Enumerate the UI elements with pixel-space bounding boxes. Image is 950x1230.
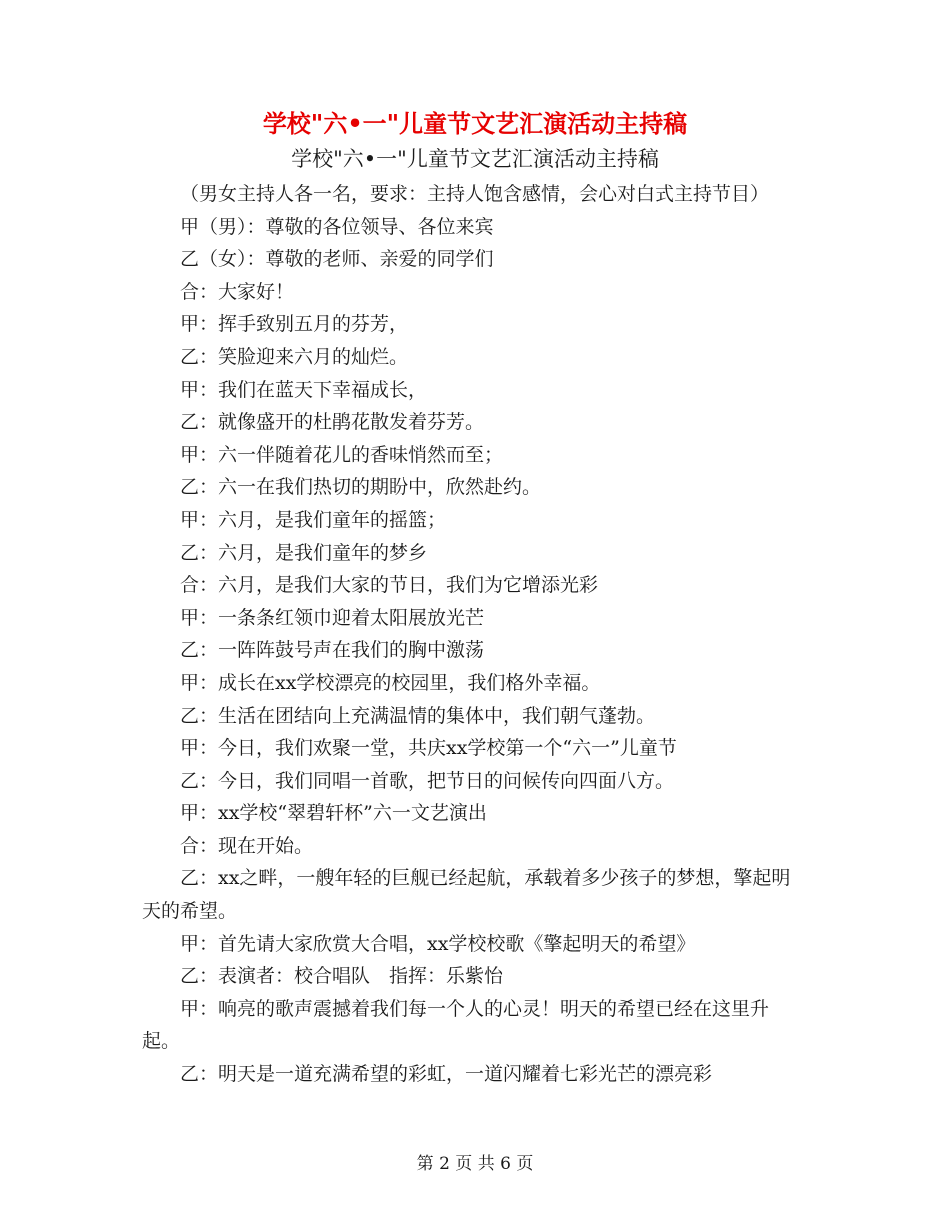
paragraph: 甲（男）：尊敬的各位领导、各位来宾 xyxy=(180,215,494,238)
paragraph: 合：大家好！ xyxy=(180,280,295,303)
paragraph: 合：现在开始。 xyxy=(180,834,314,857)
paragraph: 甲：成长在xx学校漂亮的校园里，我们格外幸福。 xyxy=(180,671,601,694)
document-subtitle: 学校"六•一"儿童节文艺汇演活动主持稿 xyxy=(291,147,659,171)
paragraph: 甲：六月，是我们童年的摇篮； xyxy=(180,508,447,531)
paragraph: 甲：一条条红领巾迎着太阳展放光芒 xyxy=(180,606,485,629)
page-number-footer: 第 2 页 共 6 页 xyxy=(416,1154,534,1174)
paragraph: 甲：我们在蓝天下幸福成长， xyxy=(180,378,428,401)
paragraph: 甲：响亮的歌声震撼着我们每一个人的心灵！明天的希望已经在这里升起。 xyxy=(142,997,770,1053)
paragraph: 乙：表演者：校合唱队 指挥：乐紫怡 xyxy=(180,965,504,988)
paragraph: 乙：xx之畔，一艘年轻的巨舰已经起航，承载着多少孩子的梦想，擎起明天的希望。 xyxy=(142,867,791,923)
paragraph: 乙：就像盛开的杜鹃花散发着芬芳。 xyxy=(180,411,485,434)
paragraph: 乙（女）：尊敬的老师、亲爱的同学们 xyxy=(180,248,494,271)
paragraph: 乙：生活在团结向上充满温情的集体中，我们朝气蓬勃。 xyxy=(180,704,656,727)
paragraph: 合：六月，是我们大家的节日，我们为它增添光彩 xyxy=(180,574,599,597)
paragraph: 甲：xx学校“翠碧轩杯”六一文艺演出 xyxy=(180,802,487,825)
paragraph: 甲：六一伴随着花儿的香味悄然而至； xyxy=(180,443,504,466)
paragraph: 甲：挥手致别五月的芬芳， xyxy=(180,313,409,336)
paragraph: 乙：六一在我们热切的期盼中，欣然赴约。 xyxy=(180,476,542,499)
paragraph: （男女主持人各一名，要求：主持人饱含感情，会心对白式主持节目） xyxy=(180,183,770,205)
document-title: 学校"六•一"儿童节文艺汇演活动主持稿 xyxy=(262,109,688,138)
paragraph: 乙：六月，是我们童年的梦乡 xyxy=(180,541,428,564)
document-body xyxy=(142,178,802,1091)
paragraph: 乙：今日，我们同唱一首歌，把节日的问候传向四面八方。 xyxy=(180,769,675,792)
paragraph: 甲：首先请大家欣赏大合唱，xx学校校歌《擎起明天的希望》 xyxy=(180,932,696,955)
paragraph: 甲：今日，我们欢聚一堂，共庆xx学校第一个“六一”儿童节 xyxy=(180,737,677,760)
paragraph: 乙：一阵阵鼓号声在我们的胸中激荡 xyxy=(180,639,485,662)
paragraph: 乙：笑脸迎来六月的灿烂。 xyxy=(180,345,409,368)
paragraph: 乙：明天是一道充满希望的彩虹，一道闪耀着七彩光芒的漂亮彩 xyxy=(180,1063,713,1086)
